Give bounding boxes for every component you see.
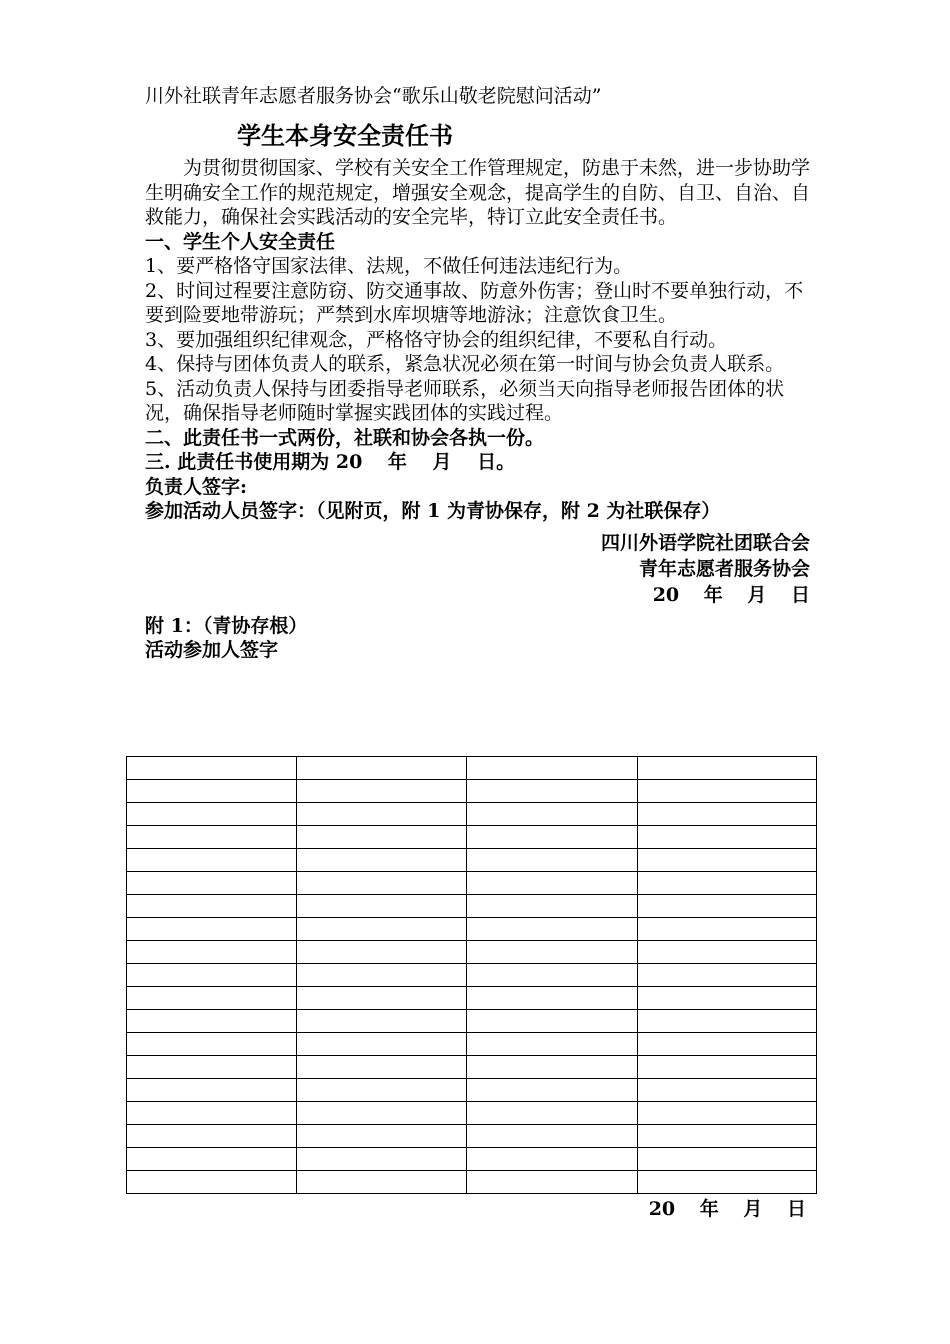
signature-cell[interactable] — [127, 1079, 297, 1102]
table-row — [127, 780, 817, 803]
signature-cell[interactable] — [127, 1056, 297, 1079]
signature-cell[interactable] — [297, 1056, 467, 1079]
signature-date: 20 年 月 日 — [652, 583, 810, 606]
signature-cell[interactable] — [467, 1102, 638, 1125]
signature-cell[interactable] — [297, 1033, 467, 1056]
section1-heading: 一、学生个人安全责任 — [145, 230, 336, 253]
leader-signature-label: 负责人签字: — [145, 475, 248, 498]
document-page — [145, 82, 810, 662]
signature-cell[interactable] — [297, 849, 467, 872]
signature-cell[interactable] — [127, 964, 297, 987]
signature-cell[interactable] — [297, 1079, 467, 1102]
signature-cell[interactable] — [127, 849, 297, 872]
document-subtitle: 川外社联青年志愿者服务协会“歌乐山敬老院慰问活动” — [145, 85, 602, 107]
signature-cell[interactable] — [297, 1125, 467, 1148]
signature-cell[interactable] — [638, 895, 817, 918]
table-row — [127, 941, 817, 964]
signature-cell[interactable] — [127, 1171, 297, 1194]
table-row — [127, 987, 817, 1010]
signature-cell[interactable] — [638, 757, 817, 780]
signature-cell[interactable] — [127, 1102, 297, 1125]
signature-cell[interactable] — [638, 1010, 817, 1033]
document-title: 学生本身安全责任书 — [237, 121, 453, 150]
signature-cell[interactable] — [638, 918, 817, 941]
signature-cell[interactable] — [127, 987, 297, 1010]
signature-cell[interactable] — [467, 895, 638, 918]
list-item: 5、活动负责人保持与团委指导老师联系，必须当天向指导老师报告团体的状况，确保指导老师随时掌握实践团体的实践过程。 — [145, 377, 785, 424]
signature-cell[interactable] — [127, 872, 297, 895]
signature-cell[interactable] — [638, 1125, 817, 1148]
intro-paragraph: 为贯彻贯彻国家、学校有关安全工作管理规定，防患于未然，进一步协助学生明确安全工作的规范规定，增强安全观念，提高学生的自防、自卫、自治、自救能力，确保社会实践活动的安全完毕，特订立此安全责任书。 — [145, 157, 811, 228]
signature-cell[interactable] — [127, 780, 297, 803]
signature-cell[interactable] — [297, 1102, 467, 1125]
table-row — [127, 849, 817, 872]
signature-cell[interactable] — [467, 918, 638, 941]
section2-text: 二、此责任书一式两份，社联和协会各执一份。 — [145, 426, 545, 449]
signature-cell[interactable] — [127, 1033, 297, 1056]
signature-cell[interactable] — [297, 780, 467, 803]
signature-cell[interactable] — [638, 872, 817, 895]
signature-cell[interactable] — [297, 1148, 467, 1171]
list-item: 1、要严格恪守国家法律、法规，不做任何违法违纪行为。 — [145, 255, 633, 277]
signature-cell[interactable] — [467, 803, 638, 826]
signature-cell[interactable] — [467, 872, 638, 895]
signature-cell[interactable] — [638, 964, 817, 987]
signature-cell[interactable] — [127, 895, 297, 918]
signature-cell[interactable] — [127, 1148, 297, 1171]
signature-cell[interactable] — [467, 849, 638, 872]
signature-cell[interactable] — [638, 1148, 817, 1171]
signature-cell[interactable] — [467, 1125, 638, 1148]
table-row — [127, 1125, 817, 1148]
signature-cell[interactable] — [127, 1010, 297, 1033]
signature-cell[interactable] — [127, 1125, 297, 1148]
signature-cell[interactable] — [127, 757, 297, 780]
table-row — [127, 803, 817, 826]
signature-cell[interactable] — [297, 872, 467, 895]
signature-cell[interactable] — [297, 895, 467, 918]
signature-cell[interactable] — [297, 826, 467, 849]
signature-cell[interactable] — [127, 941, 297, 964]
table-row — [127, 1079, 817, 1102]
signature-cell[interactable] — [467, 964, 638, 987]
signature-cell[interactable] — [297, 987, 467, 1010]
signature-cell[interactable] — [638, 987, 817, 1010]
table-row — [127, 1102, 817, 1125]
signature-cell[interactable] — [638, 826, 817, 849]
signature-block — [145, 530, 810, 608]
signature-cell[interactable] — [638, 803, 817, 826]
signature-cell[interactable] — [297, 964, 467, 987]
table-row — [127, 757, 817, 780]
signature-cell[interactable] — [467, 941, 638, 964]
table-row — [127, 964, 817, 987]
signature-cell[interactable] — [638, 1171, 817, 1194]
section3-text: 三. 此责任书使用期为 20 年 月 日。 — [145, 451, 516, 473]
table-row — [127, 872, 817, 895]
signature-cell[interactable] — [467, 780, 638, 803]
signature-cell[interactable] — [297, 918, 467, 941]
signature-cell[interactable] — [638, 941, 817, 964]
annex-date: 20 年 月 日 — [648, 1198, 806, 1220]
signature-cell[interactable] — [467, 1056, 638, 1079]
signature-cell[interactable] — [467, 1033, 638, 1056]
annex-label: 附 1：（青协存根） — [145, 614, 308, 637]
signature-cell[interactable] — [638, 1102, 817, 1125]
list-item: 3、要加强组织纪律观念，严格恪守协会的组织纪律，不要私自行动。 — [145, 328, 728, 351]
signature-cell[interactable] — [467, 757, 638, 780]
signature-cell[interactable] — [638, 780, 817, 803]
table-row — [127, 1148, 817, 1171]
org-name-secondary: 青年志愿者服务协会 — [638, 557, 810, 580]
signature-cell[interactable] — [467, 1148, 638, 1171]
signature-cell[interactable] — [467, 826, 638, 849]
signature-cell[interactable] — [467, 987, 638, 1010]
participant-signature-table — [126, 756, 817, 1194]
signature-cell[interactable] — [297, 1010, 467, 1033]
table-row — [127, 918, 817, 941]
signature-cell[interactable] — [297, 1171, 467, 1194]
signature-cell[interactable] — [467, 1171, 638, 1194]
table-row — [127, 1171, 817, 1194]
list-item: 4、保持与团体负责人的联系，紧急状况必须在第一时间与协会负责人联系。 — [145, 353, 785, 375]
list-item: 2、时间过程要注意防窃、防交通事故、防意外伤害；登山时不要单独行动，不要到险要地带游玩；严禁到水库坝塘等地游泳；注意饮食卫生。 — [145, 279, 804, 326]
signature-cell[interactable] — [127, 826, 297, 849]
signature-cell[interactable] — [638, 1056, 817, 1079]
table-row — [127, 1033, 817, 1056]
annex-table-caption: 活动参加人签字 — [145, 638, 279, 661]
signature-cell[interactable] — [297, 941, 467, 964]
table-row — [127, 1010, 817, 1033]
signature-cell[interactable] — [467, 1079, 638, 1102]
table-row — [127, 895, 817, 918]
signature-cell[interactable] — [127, 803, 297, 826]
table-row — [127, 826, 817, 849]
signature-cell[interactable] — [467, 1010, 638, 1033]
signature-cell[interactable] — [127, 918, 297, 941]
participants-signature-label: 参加活动人员签字：（见附页，附 1 为青协保存，附 2 为社联保存） — [145, 500, 721, 522]
signature-cell[interactable] — [638, 1033, 817, 1056]
table-row — [127, 1056, 817, 1079]
org-name-primary: 四川外语学院社团联合会 — [600, 531, 810, 554]
signature-cell[interactable] — [638, 1079, 817, 1102]
signature-cell[interactable] — [297, 803, 467, 826]
signature-cell[interactable] — [638, 849, 817, 872]
signature-cell[interactable] — [297, 757, 467, 780]
